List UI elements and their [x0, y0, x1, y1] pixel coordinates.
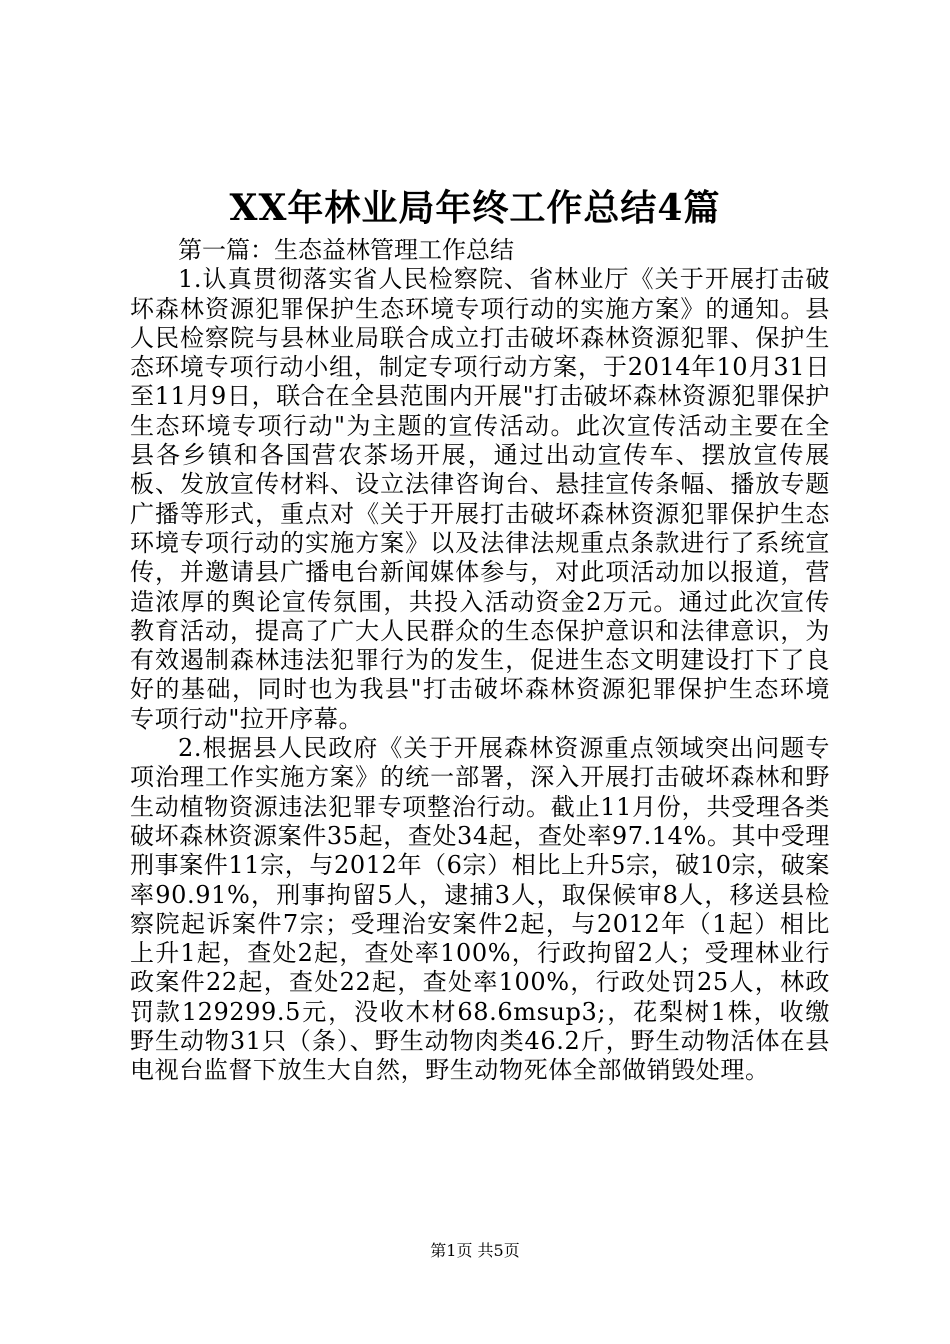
document-title: XX年林业局年终工作总结4篇 — [229, 187, 721, 229]
page-footer: 第1页 共5页 — [430, 1241, 520, 1260]
document-body — [130, 236, 830, 1086]
paragraph-2: 2.根据县人民政府《关于开展森林资源重点领域突出问题专项治理工作实施方案》的统一部署，深入开展打击破坏森林和野生动植物资源违法犯罪专项整治行动。截止11月份，共受理各类破坏森林资源案件35起，查处34起，查处率97.14%。其中受理刑事案件11宗，与2012年（6宗）相比上升5宗，破10宗，破案率90.91%，刑事拘留5人，逮捕3人，取保候审8人，移送县检察院起诉案件7宗；受理治安案件2起，与2012年（1起）相比上升1起，查处2起，查处率100%，行政拘留2人；受理林业行政案件22起，查处22起，查处率100%，行政处罚25人，林政罚款129299.5元，没收木材68.6msup3;，花梨树1株，收缴野生动物31只（条）、野生动物肉类46.2斤，野生动物活体在县电视台监督下放生大自然，野生动物死体全部做销毁处理。 — [130, 734, 830, 1085]
paragraph-1: 1.认真贯彻落实省人民检察院、省林业厅《关于开展打击破坏森林资源犯罪保护生态环境专项行动的实施方案》的通知。县人民检察院与县林业局联合成立打击破坏森林资源犯罪、保护生态环境专项行动小组，制定专项行动方案，于2014年10月31日至11月9日，联合在全县范围内开展"打击破坏森林资源犯罪保护生态环境专项行动"为主题的宣传活动。此次宣传活动主要在全县各乡镇和各国营农茶场开展，通过出动宣传车、摆放宣传展板、发放宣传材料、设立法律咨询台、悬挂宣传条幅、播放专题广播等形式，重点对《关于开展打击破坏森林资源犯罪保护生态环境专项行动的实施方案》以及法律法规重点条款进行了系统宣传，并邀请县广播电台新闻媒体参与，对此项活动加以报道，营造浓厚的舆论宣传氛围，共投入活动资金2万元。通过此次宣传教育活动，提高了广大人民群众的生态保护意识和法律意识，为有效遏制森林违法犯罪行为的发生，促进生态文明建设打下了良好的基础，同时也为我县"打击破坏森林资源犯罪保护生态环境专项行动"拉开序幕。 — [130, 265, 830, 733]
section-heading: 第一篇：生态益林管理工作总结 — [178, 236, 514, 264]
